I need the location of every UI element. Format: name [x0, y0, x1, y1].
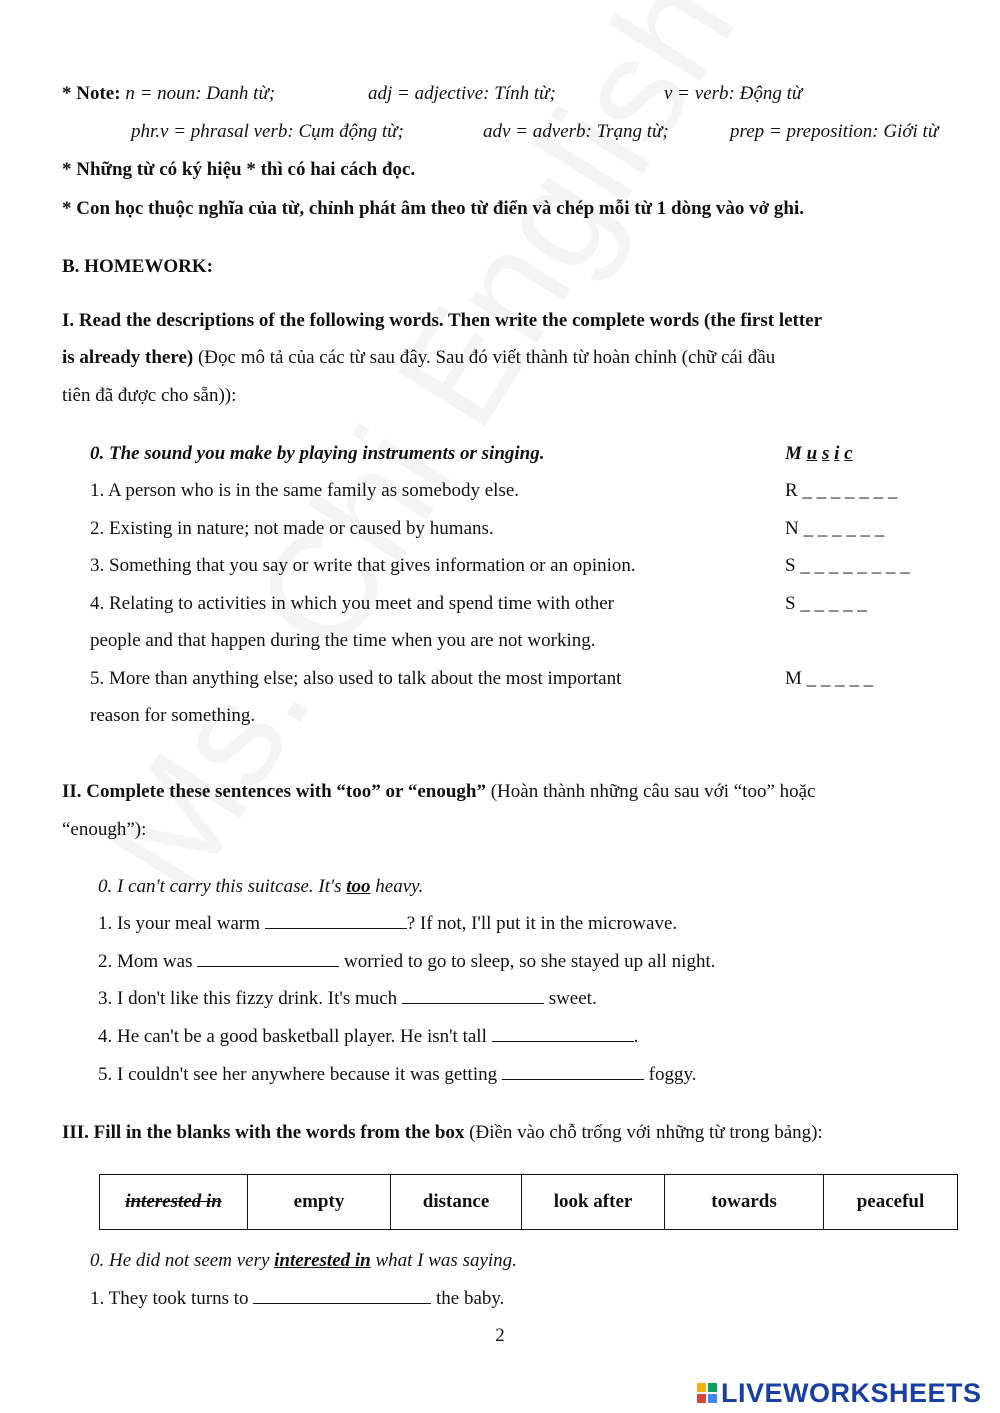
- item-text: 1. Is your meal warm: [98, 913, 265, 934]
- section1-item-text: 1. A person who is in the same family as somebody else.: [90, 480, 520, 501]
- item-text: 1. They took turns to: [90, 1288, 254, 1309]
- section1-item-text: 2. Existing in nature; not made or caused by humans.: [90, 518, 494, 539]
- section1-item-text: 4. Relating to activities in which you meet and spend time with other: [90, 593, 614, 614]
- word-box-word-used: interested in: [125, 1191, 222, 1212]
- section1-instruction-rest: (Đọc mô tả của các từ sau đây. Sau đó viết thành từ hoàn chỉnh (chữ cái đầu: [193, 347, 776, 368]
- section3-instruction-rest: (Điền vào chỗ trống với những từ trong bảng):: [464, 1122, 823, 1143]
- item-text: foggy.: [643, 1064, 697, 1085]
- example-letter: u: [806, 443, 818, 464]
- section1-item-text: 5. More than anything else; also used to talk about the most important: [90, 668, 622, 689]
- word-box-word: distance: [422, 1191, 490, 1212]
- note-adverb: adv = adverb: Trạng từ;: [483, 121, 669, 142]
- section2-instruction-rest: (Hoàn thành những câu sau với “too” hoặc: [485, 781, 816, 802]
- note-noun: n = noun: Danh từ;: [125, 83, 276, 104]
- item-text: 2. Mom was: [98, 951, 198, 972]
- answer-blank[interactable]: [197, 952, 339, 967]
- section2-item: [98, 913, 677, 935]
- example-letter: s: [821, 443, 830, 464]
- section1-item-text-continued: people and that happen during the time when you are not working.: [90, 630, 596, 651]
- section1-item-answer[interactable]: S _ _ _ _ _ _ _ _: [785, 555, 910, 576]
- logo-square: [697, 1394, 706, 1403]
- word-box-cell: [391, 1175, 522, 1230]
- word-box: [99, 1174, 958, 1230]
- section1-instruction-line3: tiên đã được cho sẵn)):: [62, 385, 237, 406]
- section1-example-text: 0. The sound you make by playing instruments or singing.: [90, 443, 545, 464]
- section1-item-answer[interactable]: R _ _ _ _ _ _ _: [785, 480, 898, 501]
- item-text: the baby.: [431, 1288, 505, 1309]
- word-box-word: peaceful: [856, 1191, 925, 1212]
- section2-item: [98, 1026, 638, 1048]
- section1-item-answer[interactable]: M _ _ _ _ _: [785, 668, 874, 689]
- item-text: 4. He can't be a good basketball player. He isn't tall: [98, 1026, 492, 1047]
- word-box-cell: [522, 1175, 665, 1230]
- answer-blank[interactable]: [402, 989, 544, 1004]
- word-box-word: empty: [293, 1191, 345, 1212]
- section1-instruction-line1: I. Read the descriptions of the following words. Then write the complete words (the first letter: [62, 310, 823, 331]
- section2-item: [98, 951, 715, 973]
- word-box-cell: [665, 1175, 824, 1230]
- note-preposition: prep = preposition: Giới từ: [730, 121, 939, 142]
- example-first-letter: M: [785, 443, 802, 464]
- liveworksheets-logo[interactable]: [697, 1378, 982, 1408]
- logo-square: [708, 1383, 717, 1392]
- star-note: * Những từ có ký hiệu * thì có hai cách đọc.: [62, 159, 416, 180]
- page-number: 2: [495, 1325, 505, 1346]
- item-text: 3. I don't like this fizzy drink. It's much: [98, 988, 402, 1009]
- section3-item: [90, 1288, 504, 1310]
- note-label: * Note:: [62, 83, 121, 104]
- section2-instruction-line1: [62, 781, 816, 803]
- example-letter: c: [844, 443, 853, 464]
- word-box-word: towards: [711, 1191, 777, 1212]
- study-note: * Con học thuộc nghĩa của từ, chỉnh phát âm theo từ điển và chép mỗi từ 1 dòng vào vở ghi.: [62, 198, 805, 219]
- example-text: 0. I can't carry this suitcase. It's: [98, 876, 347, 897]
- example-answer: interested in: [274, 1250, 371, 1271]
- section2-instruction-line2: “enough”):: [62, 819, 147, 840]
- word-box-word: look after: [553, 1191, 633, 1212]
- note-adjective: adj = adjective: Tính từ;: [368, 83, 556, 104]
- answer-blank[interactable]: [502, 1065, 644, 1080]
- example-text: what I was saying.: [370, 1250, 517, 1271]
- item-text: 5. I couldn't see her anywhere because it was getting: [98, 1064, 502, 1085]
- note-phrasal-verb: phr.v = phrasal verb: Cụm động từ;: [131, 121, 404, 142]
- answer-blank[interactable]: [265, 914, 407, 929]
- logo-square: [708, 1394, 717, 1403]
- logo-icon: [697, 1383, 717, 1403]
- item-text: sweet.: [543, 988, 597, 1009]
- section1-instruction-line2: [62, 347, 775, 369]
- item-text: ? If not, I'll put it in the microwave.: [406, 913, 678, 934]
- section3-example: [90, 1250, 517, 1272]
- example-letter: i: [834, 443, 840, 464]
- note-verb: v = verb: Động từ: [664, 83, 803, 104]
- section1-item-answer[interactable]: S _ _ _ _ _: [785, 593, 867, 614]
- word-box-cell: [824, 1175, 958, 1230]
- homework-title: B. HOMEWORK:: [62, 256, 213, 277]
- section1-example-answer: [785, 443, 853, 465]
- logo-square: [697, 1383, 706, 1392]
- example-text: 0. He did not seem very: [90, 1250, 275, 1271]
- answer-blank[interactable]: [253, 1289, 431, 1304]
- logo-text: LIVEWORKSHEETS: [721, 1377, 982, 1408]
- section1-item-answer[interactable]: N _ _ _ _ _ _: [785, 518, 885, 539]
- word-box-cell: [100, 1175, 248, 1230]
- section2-instruction-bold: II. Complete these sentences with “too” or “enough”: [62, 781, 486, 802]
- section1-item-text: 3. Something that you say or write that gives information or an opinion.: [90, 555, 636, 576]
- section2-example: [98, 876, 423, 898]
- section2-item: [98, 988, 597, 1010]
- section3-instruction-bold: III. Fill in the blanks with the words from the box: [62, 1122, 465, 1143]
- section1-instruction-bold: is already there): [62, 347, 194, 368]
- example-text: heavy.: [370, 876, 424, 897]
- answer-blank[interactable]: [492, 1027, 634, 1042]
- item-text: worried to go to sleep, so she stayed up all night.: [339, 951, 716, 972]
- example-answer: too: [346, 876, 371, 897]
- word-box-cell: [248, 1175, 391, 1230]
- item-text: .: [633, 1026, 639, 1047]
- section2-item: [98, 1064, 696, 1086]
- section1-item-text-continued: reason for something.: [90, 705, 256, 726]
- note-line-1: [62, 83, 275, 105]
- section3-instruction: [62, 1122, 823, 1144]
